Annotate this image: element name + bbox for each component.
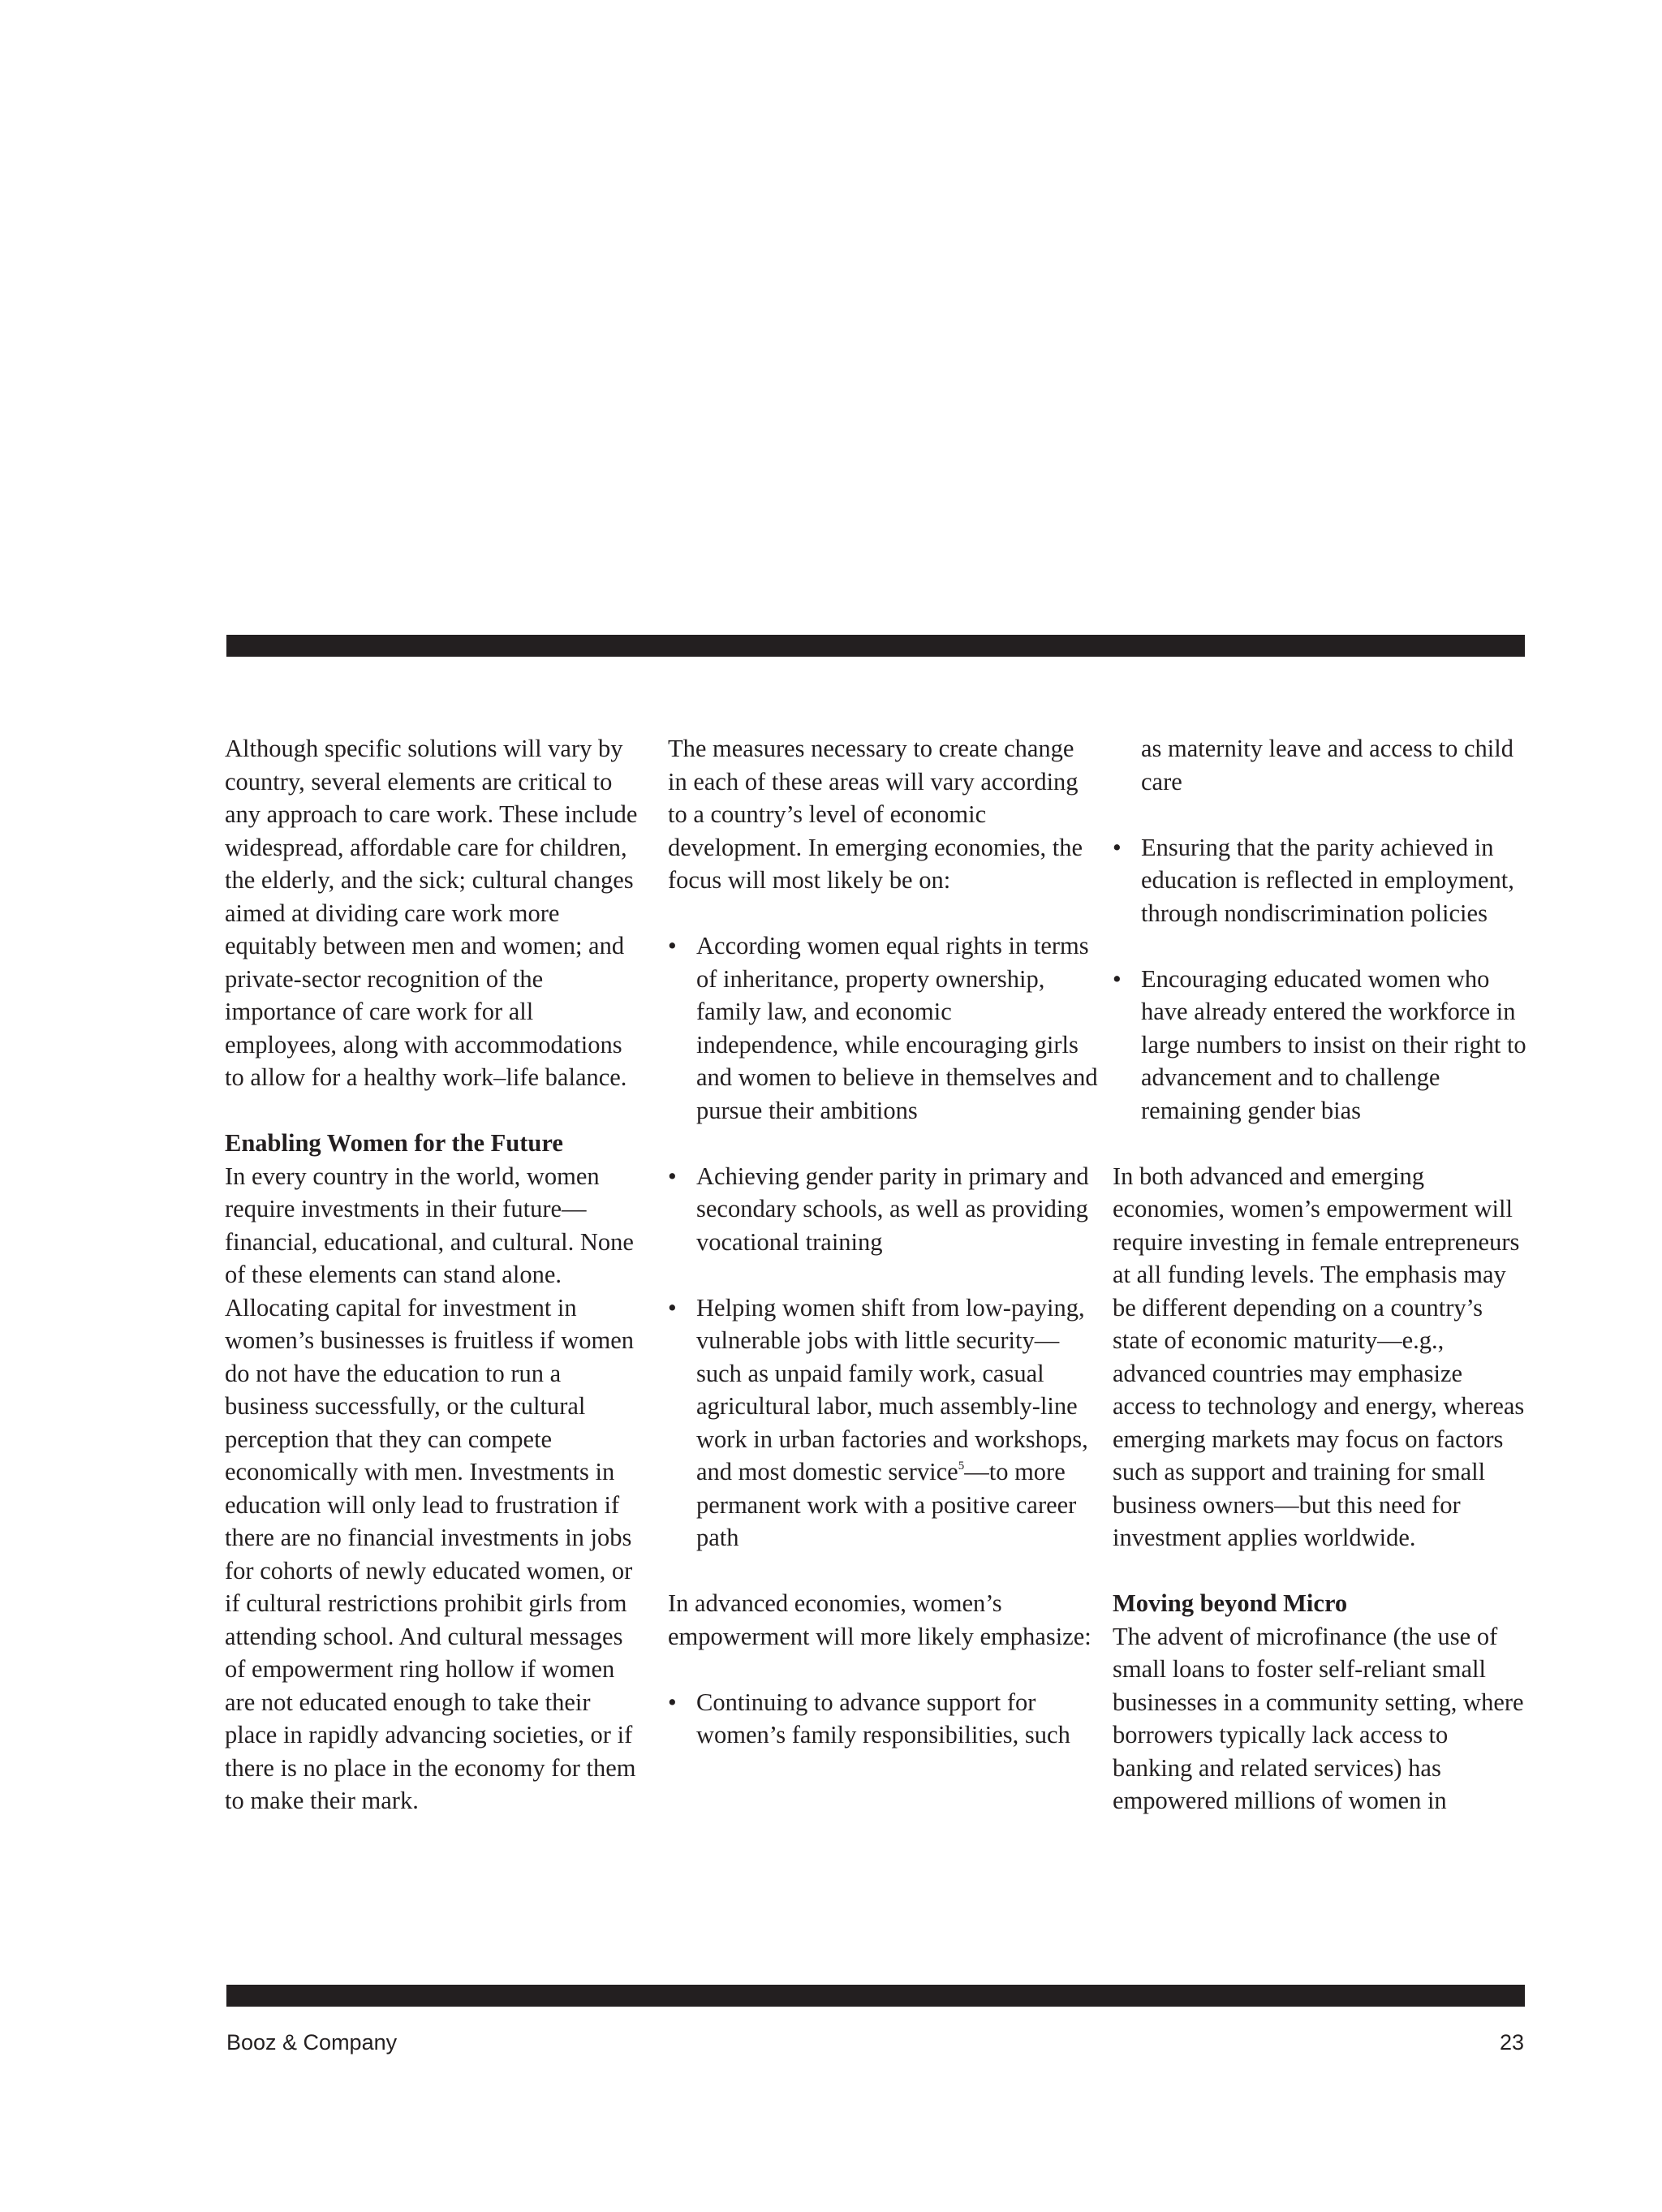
- bullet-text: Continuing to advance support for women’s family responsibilities, such: [696, 1688, 1070, 1748]
- section-heading-moving-beyond-micro: Moving beyond Micro: [1113, 1589, 1348, 1617]
- bullet-item-job-shift: [668, 1291, 1098, 1554]
- bullet-text: Ensuring that the parity achieved in education is reflected in employment, through nondiscrimination policies: [1141, 833, 1514, 927]
- paragraph-microfinance: The advent of microfinance (the use of small loans to foster self-reliant small businesses in a community setting, where borrowers typically lack access to banking and related services) has empowered millions of women in: [1113, 1622, 1524, 1814]
- paragraph-investments: In every country in the world, women require investments in their future—financial, educational, and cultural. None of these elements can stand alone. Allocating capital for investment in women’s businesses is fruitless if women do not have the education to run a business successfully, or the cultural perception that they can compete economically with men. Investments in education will only lead to frustration if there are no financial investments in jobs for cohorts of newly educated women, or if cultural restrictions prohibit girls from attending school. And cultural messages of empowerment ring hollow if women are not educated enough to take their place in rapidly advancing societies, or if there is no place in the economy for them to make their mark.: [225, 1162, 636, 1814]
- footer-page-number: 23: [1499, 2030, 1524, 2055]
- bullet-text: According women equal rights in terms of inheritance, property ownership, family law, and economic independence, while encouraging girls and women to believe in themselves and pursue their ambitions: [696, 932, 1098, 1124]
- bullet-item-family-support: [668, 1686, 1098, 1752]
- paragraph-care-work: Although specific solutions will vary by country, several elements are critical to any approach to care work. These include widespread, affordable care for children, the elderly, and the sick; cultural changes aimed at dividing care work more equitably between men and women; and private-sector recognition of the importance of care work for all employees, along with accommodations to allow for a healthy work–life balance.: [225, 735, 638, 1091]
- bullet-item-advancement: [1113, 963, 1526, 1128]
- bullet-dot: •: [668, 932, 677, 959]
- paragraph-entrepreneurs: In both advanced and emerging economies, women’s empowerment will require investing in female entrepreneurs at all funding levels. The emphasis may be different depending on a country’s state of economic maturity—e.g., advanced countries may emphasize access to technology and energy, whereas emerging markets may focus on factors such as support and training for small business owners—but this need for investment applies worldwide.: [1113, 1162, 1525, 1551]
- bullet-dot: •: [1113, 833, 1122, 861]
- bullet-text: Encouraging educated women who have already entered the workforce in large numbers to insist on their right to advancement and to challenge remaining gender bias: [1141, 964, 1526, 1124]
- bullet-dot: •: [668, 1162, 677, 1190]
- section-heading-enabling-women: Enabling Women for the Future: [225, 1129, 563, 1157]
- bullet-dot: •: [1113, 964, 1122, 993]
- bullet-text-before-footnote: Helping women shift from low-paying, vulnerable jobs with little security—such as unpaid family work, casual agricultural labor, much assembly-line work in urban factories and workshops, and most domestic service: [696, 1293, 1088, 1485]
- column-1: [225, 732, 647, 1817]
- column-3: [1113, 732, 1526, 1817]
- bullet-item-employment-parity: [1113, 831, 1526, 930]
- bullet-item-gender-parity-schools: [668, 1160, 1098, 1259]
- paragraph-measures: The measures necessary to create change in each of these areas will vary according to a country’s level of economic development. In emerging economies, the focus will most likely be on:: [668, 735, 1083, 894]
- footnote-marker: 5: [958, 1460, 965, 1473]
- bullet-dot: •: [668, 1688, 677, 1716]
- bullet-text: Achieving gender parity in primary and secondary schools, as well as providing vocational training: [696, 1162, 1089, 1256]
- column-2: [668, 732, 1098, 1752]
- bullet-dot: •: [668, 1293, 677, 1322]
- paragraph-advanced-economies: In advanced economies, women’s empowerment will more likely emphasize:: [668, 1589, 1091, 1650]
- bullet-item-family-support-continued: as maternity leave and access to child care: [1141, 735, 1514, 796]
- bullet-text-after-footnote: —to more permanent work with a positive career path: [696, 1458, 1077, 1551]
- top-divider-bar: [226, 635, 1525, 657]
- bullet-item-equal-rights: [668, 929, 1098, 1127]
- bottom-divider-bar: [226, 1985, 1525, 2007]
- footer-company-name: Booz & Company: [226, 2030, 398, 2055]
